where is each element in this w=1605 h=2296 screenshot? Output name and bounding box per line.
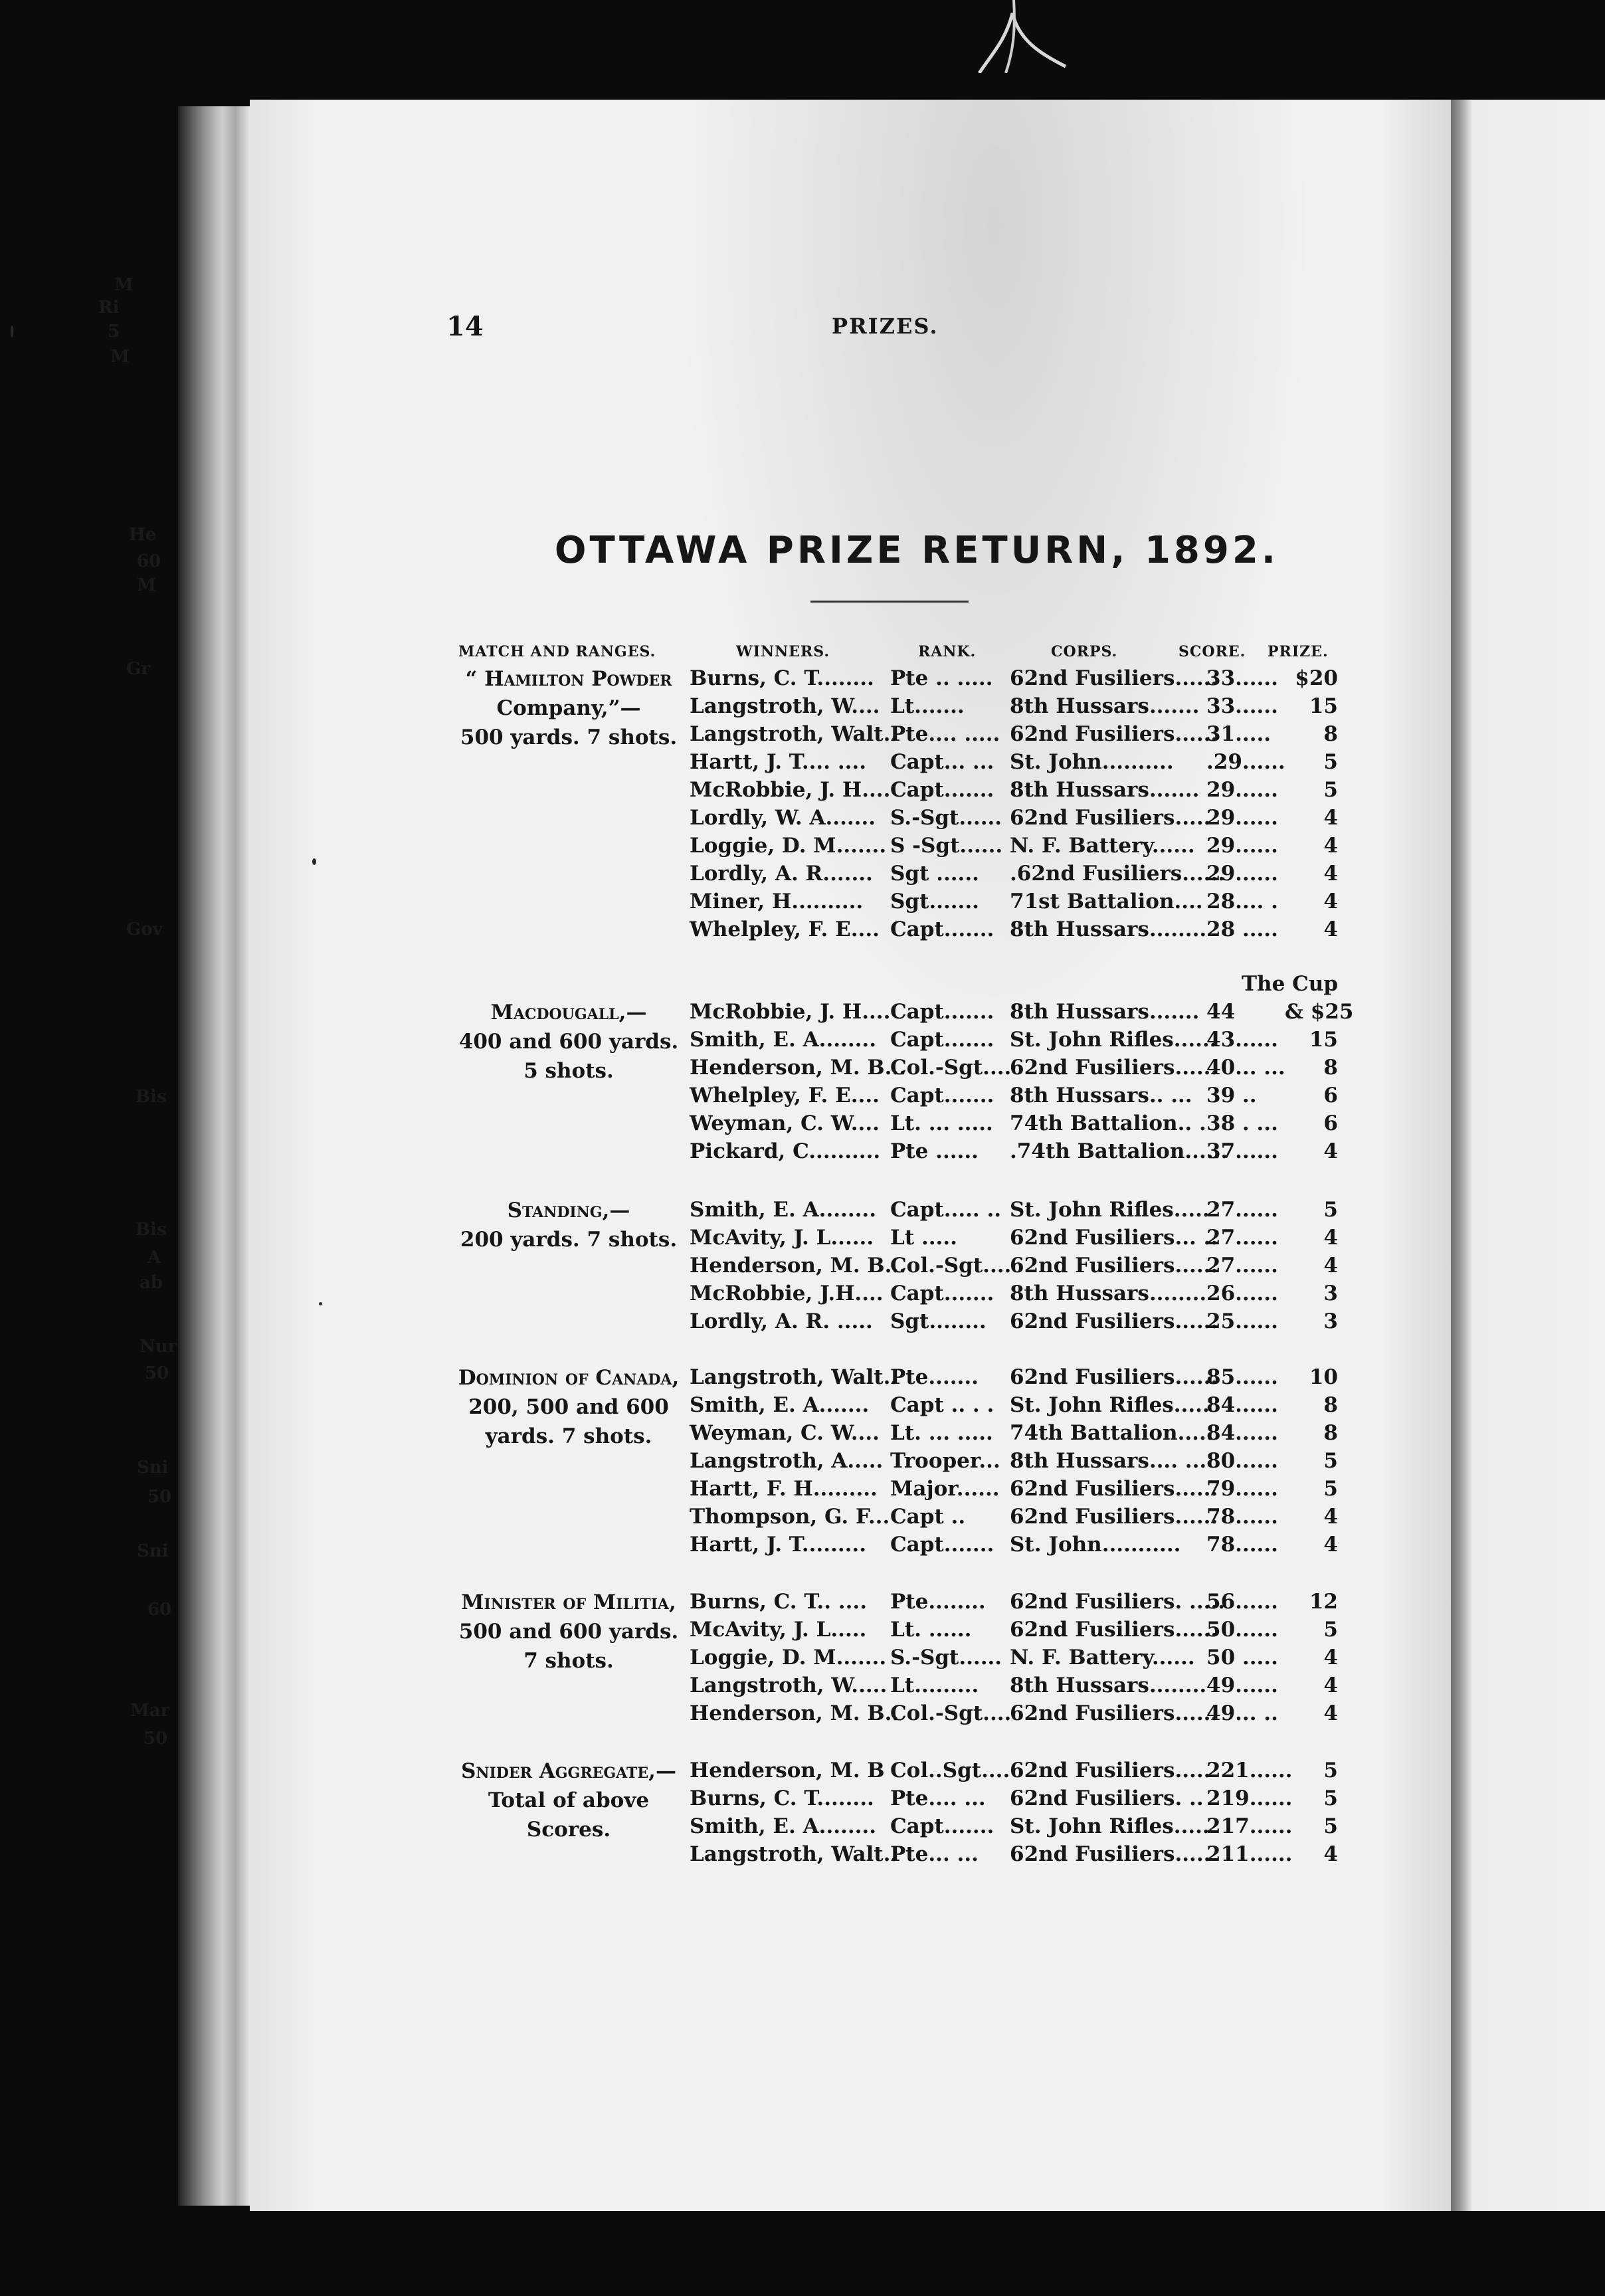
- corps-cell: St. John Rifles.....: [1010, 1198, 1210, 1222]
- prize-cell: 6: [1323, 1111, 1338, 1135]
- match-label-line: yards. 7 shots.: [485, 1424, 652, 1448]
- winner-cell: Hartt, F. H.........: [690, 1477, 878, 1501]
- score-cell: 79......: [1206, 1477, 1278, 1501]
- match-label-line: Standing,—: [507, 1198, 630, 1222]
- prize-cell: 10: [1309, 1365, 1338, 1389]
- rank-cell: Capt.......: [890, 1028, 994, 1052]
- corps-cell: 62nd Fusiliers......: [1010, 1618, 1218, 1642]
- winner-cell: McRobbie, J. H....: [690, 778, 891, 802]
- score-cell: 56......: [1206, 1590, 1278, 1614]
- corps-cell: 8th Hussars.......: [1010, 778, 1200, 802]
- prize-cell: 4: [1323, 834, 1338, 858]
- match-group: [449, 1588, 1339, 1727]
- corps-cell: 8th Hussars.......: [1010, 1000, 1200, 1024]
- rank-cell: Col.-Sgt....: [890, 1056, 1012, 1080]
- rank-cell: Pte........: [890, 1590, 986, 1614]
- facing-page-text: 5: [108, 322, 120, 341]
- score-cell: 38 . ...: [1206, 1111, 1278, 1135]
- rank-cell: Col.-Sgt....: [890, 1701, 1012, 1725]
- table-row: [449, 1363, 1339, 1391]
- corps-cell: N. F. Battery......: [1010, 834, 1195, 858]
- rank-cell: S -Sgt......: [890, 834, 1003, 858]
- score-cell: 78......: [1206, 1533, 1278, 1557]
- rank-cell: Lt .....: [890, 1226, 957, 1250]
- match-label-line: “ Hamilton Powder: [465, 667, 672, 691]
- table-row: [449, 720, 1339, 748]
- rank-cell: Capt .. . .: [890, 1393, 994, 1417]
- facing-page-text: Bis: [136, 1220, 167, 1240]
- facing-page-text: Gov: [126, 919, 163, 939]
- prize-cell: 8: [1323, 1056, 1338, 1080]
- paper-speck: [11, 326, 13, 337]
- table-row: [449, 804, 1339, 832]
- book-spine: [178, 106, 250, 2206]
- rank-cell: Lt. ... .....: [890, 1111, 993, 1135]
- rank-cell: Pte .. .....: [890, 666, 993, 690]
- match-label-line: 5 shots.: [523, 1059, 614, 1083]
- prize-cell: $20: [1295, 666, 1338, 690]
- table-row: [449, 1196, 1339, 1224]
- prize-cell: 15: [1309, 694, 1338, 718]
- prize-table: [449, 664, 1354, 1868]
- table-row: [449, 776, 1339, 804]
- corps-cell: 62nd Fusiliers... ..: [1010, 1226, 1218, 1250]
- match-label-line: 500 yards. 7 shots.: [460, 725, 678, 749]
- score-cell: 50......: [1206, 1618, 1278, 1642]
- table-row: [449, 1699, 1339, 1727]
- winner-cell: McAvity, J. L.....: [690, 1618, 867, 1642]
- corps-cell: 62nd Fusiliers.....: [1010, 1759, 1211, 1782]
- rank-cell: Lt. ......: [890, 1618, 972, 1642]
- table-row: [449, 1224, 1339, 1252]
- facing-page-text: M: [110, 347, 130, 367]
- winner-cell: Whelpley, F. E....: [690, 1084, 880, 1107]
- table-row: [449, 998, 1354, 1026]
- rank-cell: Capt... ...: [890, 750, 994, 774]
- score-cell: 28.... .: [1206, 890, 1278, 913]
- score-cell: 27......: [1206, 1226, 1278, 1250]
- col-head-winners: WINNERS.: [736, 643, 830, 660]
- facing-page-text: M: [114, 275, 134, 295]
- table-row: [449, 1475, 1339, 1503]
- table-row: [449, 1082, 1339, 1109]
- match-label-line: 7 shots.: [523, 1649, 614, 1673]
- score-cell: 37......: [1206, 1139, 1278, 1163]
- prize-cell: 4: [1323, 1254, 1338, 1278]
- score-cell: 27......: [1206, 1198, 1278, 1222]
- score-cell: .29......: [1206, 750, 1285, 774]
- table-row: [449, 1026, 1339, 1054]
- table-row: [449, 1644, 1339, 1672]
- prize-cell: 3: [1323, 1282, 1338, 1305]
- score-cell: 49... ..: [1206, 1701, 1278, 1725]
- score-cell: 78......: [1206, 1505, 1278, 1529]
- col-head-rank: RANK.: [918, 643, 977, 660]
- corps-cell: 62nd Fusiliers......: [1010, 1701, 1218, 1725]
- winner-cell: Langstroth, Walt..: [690, 722, 898, 746]
- winner-cell: Hartt, J. T.... ....: [690, 750, 866, 774]
- score-cell: 217......: [1206, 1814, 1293, 1838]
- facing-page-text: Ri: [98, 298, 120, 318]
- title-rule: [810, 601, 969, 603]
- winner-cell: Lordly, W. A.......: [690, 806, 876, 830]
- winner-cell: Lordly, A. R. .....: [690, 1309, 873, 1333]
- score-cell: 43......: [1206, 1028, 1278, 1052]
- rank-cell: Capt.......: [890, 1814, 994, 1838]
- prize-cell: 4: [1323, 917, 1338, 941]
- match-label-line: Minister of Militia,: [461, 1590, 676, 1614]
- facing-page-text: 50: [147, 1487, 172, 1507]
- match-label-line: 400 and 600 yards.: [458, 1030, 679, 1054]
- facing-page-text: Nur: [140, 1337, 177, 1357]
- winner-cell: Langstroth, A.....: [690, 1449, 884, 1473]
- winner-cell: Langstroth, Walt..: [690, 1842, 898, 1866]
- match-label-line: 500 and 600 yards.: [458, 1620, 679, 1644]
- prize-cell: 4: [1323, 1226, 1338, 1250]
- winner-cell: Weyman, C. W....: [690, 1421, 880, 1445]
- match-group: [449, 1196, 1339, 1335]
- corps-cell: 62nd Fusiliers......: [1010, 1505, 1218, 1529]
- winner-cell: McRobbie, J. H....: [690, 1000, 891, 1024]
- score-cell: 84......: [1206, 1393, 1278, 1417]
- rank-cell: Major......: [890, 1477, 1000, 1501]
- match-label-line: Macdougall,—: [490, 1001, 647, 1024]
- match-group: [449, 664, 1339, 943]
- winner-cell: Hartt, J. T.........: [690, 1533, 866, 1557]
- prize-cell: 5: [1323, 1618, 1338, 1642]
- table-row: [449, 1252, 1339, 1280]
- table-row: [449, 832, 1339, 860]
- score-cell: 39 ..: [1206, 1084, 1257, 1107]
- winner-cell: Miner, H..........: [690, 890, 864, 913]
- table-row: [449, 1672, 1339, 1699]
- rank-cell: Lt.......: [890, 694, 965, 718]
- score-cell: 29......: [1206, 806, 1278, 830]
- rank-cell: Capt.......: [890, 1533, 994, 1557]
- table-row: [449, 888, 1339, 915]
- rank-cell: Capt ..: [890, 1505, 966, 1529]
- prize-cell: 5: [1323, 1198, 1338, 1222]
- table-row: [449, 1307, 1339, 1335]
- winner-cell: McAvity, J. L......: [690, 1226, 874, 1250]
- score-cell: 221......: [1206, 1759, 1293, 1782]
- corps-cell: .74th Battalion......: [1010, 1139, 1228, 1163]
- score-cell: 84......: [1206, 1421, 1278, 1445]
- score-cell: 26......: [1206, 1282, 1278, 1305]
- facing-page-text: ab: [140, 1273, 163, 1293]
- paper-speck: [319, 1302, 322, 1305]
- table-row: [449, 1531, 1339, 1559]
- score-cell: 44: [1206, 1000, 1236, 1024]
- winner-cell: Pickard, C..........: [690, 1139, 881, 1163]
- winner-cell: Burns, C. T.. ....: [690, 1590, 867, 1614]
- corps-cell: N. F. Battery......: [1010, 1646, 1195, 1670]
- match-label-line: Snider Aggregate,—: [461, 1759, 676, 1783]
- winner-cell: Smith, E. A........: [690, 1028, 877, 1052]
- table-row: [449, 1588, 1339, 1616]
- winner-cell: Henderson, M. B...: [690, 1056, 907, 1080]
- winner-cell: McRobbie, J.H....: [690, 1282, 884, 1305]
- table-row: [449, 1419, 1339, 1447]
- corps-cell: 62nd Fusiliers......: [1010, 1056, 1218, 1080]
- rank-cell: Sgt.......: [890, 890, 979, 913]
- match-label-line: 200 yards. 7 shots.: [460, 1228, 678, 1252]
- corps-cell: 8th Hussars........: [1010, 917, 1207, 941]
- score-cell: 33......: [1206, 694, 1278, 718]
- prize-cell: 4: [1323, 890, 1338, 913]
- winner-cell: Loggie, D. M.......: [690, 1646, 887, 1670]
- score-cell: 28 .....: [1206, 917, 1278, 941]
- facing-page-text: Sni: [137, 1541, 169, 1561]
- bookmark-ribbon-icon: [966, 0, 1072, 73]
- match-group: [449, 1363, 1339, 1559]
- corps-cell: 62nd Fusiliers......: [1010, 666, 1218, 690]
- corps-cell: 62nd Fusiliers......: [1010, 1254, 1218, 1278]
- prize-cell: 4: [1323, 1674, 1338, 1697]
- facing-page-text: He: [129, 525, 157, 545]
- table-row: [449, 1757, 1339, 1784]
- score-cell: 219......: [1206, 1786, 1293, 1810]
- match-group: [449, 970, 1354, 1165]
- corps-cell: 62nd Fusiliers.....: [1010, 1842, 1211, 1866]
- winner-cell: Henderson, M. B..: [690, 1701, 899, 1725]
- prize-cell: 5: [1323, 1759, 1338, 1782]
- match-label-line: Scores.: [526, 1818, 611, 1842]
- corps-cell: 62nd Fusiliers......: [1010, 1309, 1218, 1333]
- facing-page-text: 60: [147, 1600, 172, 1620]
- score-cell: 25......: [1206, 1309, 1278, 1333]
- score-cell: 211......: [1206, 1842, 1293, 1866]
- prize-cell: 4: [1323, 1701, 1338, 1725]
- corps-cell: 8th Hussars.. ...: [1010, 1084, 1192, 1107]
- table-row: [449, 1503, 1339, 1531]
- corps-cell: St. John Rifles.....: [1010, 1393, 1210, 1417]
- rank-cell: Pte ......: [890, 1139, 979, 1163]
- score-cell: 50 .....: [1206, 1646, 1278, 1670]
- col-head-match: MATCH AND RANGES.: [458, 643, 656, 660]
- prize-cell: 5: [1323, 1786, 1338, 1810]
- winner-cell: Smith, E. A........: [690, 1198, 877, 1222]
- facing-page-text: Bis: [136, 1087, 167, 1107]
- rank-cell: Sgt........: [890, 1309, 987, 1333]
- prize-cell: 5: [1323, 1814, 1338, 1838]
- rank-cell: S.-Sgt......: [890, 806, 1002, 830]
- prize-cell: 4: [1323, 1505, 1338, 1529]
- table-row: [449, 1137, 1339, 1165]
- prize-cell: 8: [1323, 1393, 1338, 1417]
- winner-cell: Burns, C. T........: [690, 666, 874, 690]
- match-label-line: Dominion of Canada,: [458, 1366, 680, 1390]
- corps-cell: 62nd Fusiliers......: [1010, 722, 1218, 746]
- winner-cell: Langstroth, Walt..: [690, 1365, 898, 1389]
- table-row: [449, 1812, 1339, 1840]
- score-cell: 49......: [1206, 1674, 1278, 1697]
- rank-cell: Pte... ...: [890, 1842, 979, 1866]
- corps-cell: St. John Rifles.....: [1010, 1814, 1210, 1838]
- corps-cell: 62nd Fusiliers.....: [1010, 806, 1211, 830]
- page-number: 14: [446, 311, 484, 342]
- winner-cell: Langstroth, W....: [690, 694, 880, 718]
- score-cell: 29......: [1206, 862, 1278, 886]
- score-cell: 29......: [1206, 778, 1278, 802]
- facing-page-text: Mar: [130, 1701, 170, 1721]
- corps-cell: 71st Battalion....: [1010, 890, 1203, 913]
- corps-cell: 8th Hussars........: [1010, 1674, 1207, 1697]
- rank-cell: Capt..... ..: [890, 1198, 1002, 1222]
- prize-cell: 3: [1323, 1309, 1338, 1333]
- corps-cell: St. John..........: [1010, 750, 1174, 774]
- table-row: [449, 1109, 1339, 1137]
- prize-cell: 5: [1323, 750, 1338, 774]
- table-row: [449, 1784, 1339, 1812]
- score-cell: 31.....: [1206, 722, 1272, 746]
- corps-cell: St. John...........: [1010, 1533, 1181, 1557]
- winner-cell: Weyman, C. W....: [690, 1111, 880, 1135]
- corps-cell: 74th Battalion.. .: [1010, 1111, 1206, 1135]
- match-label-line: 200, 500 and 600: [468, 1395, 669, 1419]
- col-head-prize: PRIZE.: [1268, 643, 1329, 660]
- winner-cell: Lordly, A. R.......: [690, 862, 873, 886]
- facing-page-text: Gr: [126, 659, 150, 679]
- table-row: [449, 1054, 1339, 1082]
- corps-cell: 8th Hussars........: [1010, 1282, 1207, 1305]
- score-cell: 27......: [1206, 1254, 1278, 1278]
- match-label-line: Company,”—: [496, 696, 641, 720]
- page-title: OTTAWA PRIZE RETURN, 1892.: [554, 529, 1279, 572]
- rank-cell: Pte.... ...: [890, 1786, 986, 1810]
- prize-cell: 4: [1323, 1842, 1338, 1866]
- prize-cell: 4: [1323, 1646, 1338, 1670]
- winner-cell: Thompson, G. F...: [690, 1505, 890, 1529]
- winner-cell: Langstroth, W.....: [690, 1674, 888, 1697]
- facing-page-text: 50: [143, 1729, 168, 1749]
- corps-cell: St. John Rifles......: [1010, 1028, 1217, 1052]
- prize-cell: 4: [1323, 862, 1338, 886]
- prize-cell: 6: [1323, 1084, 1338, 1107]
- col-head-corps: CORPS.: [1051, 643, 1118, 660]
- running-header: PRIZES.: [832, 314, 939, 339]
- rank-cell: S.-Sgt......: [890, 1646, 1002, 1670]
- rank-cell: Pte.......: [890, 1365, 979, 1389]
- match-group: [449, 1757, 1339, 1868]
- score-cell: 85......: [1206, 1365, 1278, 1389]
- prize-cell: 8: [1323, 1421, 1338, 1445]
- rank-cell: Trooper...: [890, 1449, 1000, 1473]
- table-row: [449, 664, 1339, 692]
- match-label-line: Total of above: [488, 1788, 650, 1812]
- winner-cell: Loggie, D. M.......: [690, 834, 887, 858]
- corps-cell: 62nd Fusiliers. .....: [1010, 1590, 1225, 1614]
- rank-cell: Capt.......: [890, 1282, 994, 1305]
- rank-cell: Pte.... .....: [890, 722, 1000, 746]
- winner-cell: Henderson, M. B...: [690, 1254, 907, 1278]
- prize-cell: 4: [1323, 806, 1338, 830]
- score-cell: 80......: [1206, 1449, 1278, 1473]
- table-row: [449, 915, 1339, 943]
- prize-cell: 8: [1323, 722, 1338, 746]
- corps-cell: 8th Hussars.......: [1010, 694, 1200, 718]
- rank-cell: Lt.........: [890, 1674, 979, 1697]
- table-row: [449, 1840, 1339, 1868]
- table-row: [449, 692, 1339, 720]
- rank-cell: Sgt ......: [890, 862, 979, 886]
- score-cell: 40... ...: [1206, 1056, 1285, 1080]
- table-row: [449, 1280, 1339, 1307]
- facing-page-text: A: [147, 1248, 161, 1268]
- rank-cell: Col.-Sgt....: [890, 1254, 1012, 1278]
- rank-cell: Capt.......: [890, 1000, 994, 1024]
- rank-cell: Capt.......: [890, 917, 994, 941]
- table-row: [449, 860, 1339, 888]
- paper-speck: [312, 858, 316, 865]
- winner-cell: Smith, E. A.......: [690, 1393, 870, 1417]
- facing-page-text: M: [137, 575, 156, 595]
- corps-cell: 62nd Fusiliers. ..: [1010, 1786, 1204, 1810]
- table-row: [449, 1447, 1339, 1475]
- corps-cell: 74th Battalion.....: [1010, 1421, 1214, 1445]
- rank-cell: Lt. ... .....: [890, 1421, 993, 1445]
- prize-cell: 15: [1309, 1028, 1338, 1052]
- score-cell: 33......: [1206, 666, 1278, 690]
- corps-cell: .62nd Fusiliers......: [1010, 862, 1225, 886]
- prize-cell: 5: [1323, 1449, 1338, 1473]
- rank-cell: Capt.......: [890, 778, 994, 802]
- corps-cell: 62nd Fusiliers......: [1010, 1477, 1218, 1501]
- winner-cell: Burns, C. T........: [690, 1786, 874, 1810]
- rank-cell: Capt.......: [890, 1084, 994, 1107]
- prize-note: [449, 970, 1339, 998]
- winner-cell: Whelpley, F. E....: [690, 917, 880, 941]
- rank-cell: Col..Sgt....: [890, 1759, 1010, 1782]
- prize-cell: 5: [1323, 778, 1338, 802]
- table-row: [449, 1391, 1339, 1419]
- prize-note-text: The Cup: [1241, 972, 1338, 996]
- prize-cell: & $25: [1285, 1000, 1354, 1024]
- prize-cell: 5: [1323, 1477, 1338, 1501]
- corps-cell: 8th Hussars.... ...: [1010, 1449, 1207, 1473]
- facing-page-text: 60: [137, 551, 161, 571]
- score-cell: 29......: [1206, 834, 1278, 858]
- col-head-score: SCORE.: [1179, 643, 1246, 660]
- corps-cell: 62nd Fusiliers......: [1010, 1365, 1218, 1389]
- winner-cell: Smith, E. A........: [690, 1814, 877, 1838]
- table-row: [449, 1616, 1339, 1644]
- facing-page-text: 50: [145, 1363, 169, 1383]
- prize-cell: 4: [1323, 1139, 1338, 1163]
- prize-cell: 12: [1309, 1590, 1338, 1614]
- winner-cell: Henderson, M. B: [690, 1759, 885, 1782]
- table-row: [449, 748, 1339, 776]
- prize-cell: 4: [1323, 1533, 1338, 1557]
- facing-page-text: Sni: [137, 1458, 169, 1478]
